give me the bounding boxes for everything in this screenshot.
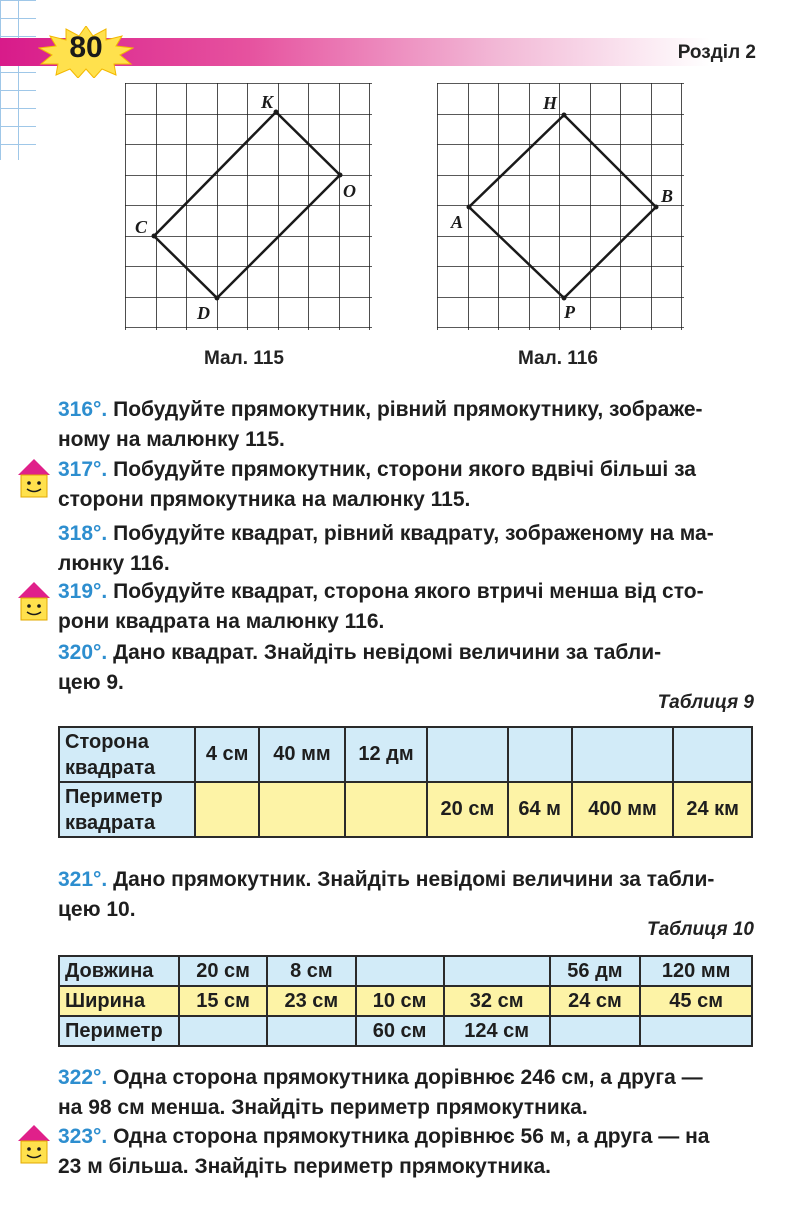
exercise-number: 318°. bbox=[58, 522, 108, 545]
table-cell: 20 см bbox=[427, 782, 507, 837]
figure-116-grid bbox=[437, 83, 687, 330]
row-header: Довжина bbox=[59, 956, 179, 986]
table-cell: 40 мм bbox=[259, 727, 345, 782]
exercise-text: рони квадрата на малюнку 116. bbox=[58, 610, 385, 633]
exercise-number: 322°. bbox=[58, 1066, 108, 1089]
exercise-text: Одна сторона прямокутника дорівнює 246 см, а друга — bbox=[113, 1066, 703, 1089]
table-cell bbox=[179, 1016, 267, 1046]
exercise-text: Побудуйте квадрат, сторона якого втричі менша від сто- bbox=[113, 580, 704, 603]
square-ahbp bbox=[469, 115, 656, 298]
vertex-label-c: C bbox=[135, 217, 148, 237]
table-cell: 4 см bbox=[195, 727, 259, 782]
exercise-text: ному на малюнку 115. bbox=[58, 428, 285, 451]
table-cell bbox=[356, 956, 444, 986]
row-header: Ширина bbox=[59, 986, 179, 1016]
table-cell bbox=[259, 782, 345, 837]
exercise-text: люнку 116. bbox=[58, 552, 170, 575]
table-cell: 120 мм bbox=[640, 956, 752, 986]
exercise-text: на 98 см менша. Знайдіть периметр прямокутника. bbox=[58, 1096, 588, 1119]
exercise-318 bbox=[58, 519, 758, 579]
table-cell bbox=[673, 727, 752, 782]
row-header: Периметр bbox=[59, 1016, 179, 1046]
vertex-label-h: H bbox=[543, 93, 558, 113]
exercise-319 bbox=[58, 577, 758, 637]
table-row bbox=[59, 782, 752, 837]
table-cell: 15 см bbox=[179, 986, 267, 1016]
exercise-text: сторони прямокутника на малюнку 115. bbox=[58, 488, 471, 511]
table-row bbox=[59, 956, 752, 986]
figure-115-grid bbox=[125, 83, 375, 330]
exercise-316 bbox=[58, 395, 758, 455]
exercise-text: цею 10. bbox=[58, 898, 136, 921]
vertex-label-b: B bbox=[661, 186, 674, 206]
table-cell bbox=[195, 782, 259, 837]
table-cell bbox=[345, 782, 428, 837]
table-cell: 124 см bbox=[444, 1016, 550, 1046]
exercise-number: 316°. bbox=[58, 398, 108, 421]
house-icon bbox=[16, 580, 52, 624]
exercise-text: Одна сторона прямокутника дорівнює 56 м, а друга — на bbox=[113, 1125, 710, 1148]
table-cell bbox=[640, 1016, 752, 1046]
exercise-number: 317°. bbox=[58, 458, 108, 481]
corner-grid-decoration bbox=[0, 0, 36, 160]
exercise-text: Побудуйте прямокутник, сторони якого вдвічі більші за bbox=[113, 458, 696, 481]
exercise-317 bbox=[58, 455, 758, 515]
table-cell: 8 см bbox=[267, 956, 355, 986]
page-number: 80 bbox=[69, 31, 103, 64]
house-icon bbox=[16, 1123, 52, 1167]
table-9 bbox=[58, 726, 753, 838]
exercise-text: Побудуйте квадрат, рівний квадрату, зображеному на ма- bbox=[113, 522, 714, 545]
exercise-text: Побудуйте прямокутник, рівний прямокутнику, зображе- bbox=[113, 398, 703, 421]
table-cell bbox=[572, 727, 674, 782]
exercise-number: 320°. bbox=[58, 641, 108, 664]
exercise-number: 319°. bbox=[58, 580, 108, 603]
exercise-323 bbox=[58, 1122, 758, 1182]
table-cell bbox=[427, 727, 507, 782]
exercise-number: 323°. bbox=[58, 1125, 108, 1148]
table-cell bbox=[508, 727, 572, 782]
rectangle-cdko bbox=[154, 112, 340, 298]
row-header: Периметр квадрата bbox=[59, 782, 195, 837]
table-cell bbox=[444, 956, 550, 986]
exercise-321 bbox=[58, 865, 758, 925]
table-cell: 60 см bbox=[356, 1016, 444, 1046]
table-cell bbox=[267, 1016, 355, 1046]
vertex-label-d: D bbox=[197, 303, 210, 323]
exercise-text: Дано квадрат. Знайдіть невідомі величини за табли- bbox=[113, 641, 662, 664]
table-row bbox=[59, 727, 752, 782]
table-cell: 10 см bbox=[356, 986, 444, 1016]
exercise-322 bbox=[58, 1063, 758, 1123]
exercise-text: цею 9. bbox=[58, 671, 124, 694]
figure-115-caption: Мал. 115 bbox=[204, 348, 284, 369]
table-cell: 45 см bbox=[640, 986, 752, 1016]
table-cell bbox=[550, 1016, 641, 1046]
table-row bbox=[59, 1016, 752, 1046]
table-cell: 24 км bbox=[673, 782, 752, 837]
table-cell: 32 см bbox=[444, 986, 550, 1016]
table-cell: 12 дм bbox=[345, 727, 428, 782]
table-cell: 23 см bbox=[267, 986, 355, 1016]
exercise-text: 23 м більша. Знайдіть периметр прямокутника. bbox=[58, 1155, 551, 1178]
vertex-label-o: O bbox=[343, 181, 356, 201]
row-header: Сторона квадрата bbox=[59, 727, 195, 782]
table-10-caption: Таблиця 10 bbox=[647, 919, 754, 940]
vertex-label-k: K bbox=[261, 92, 274, 112]
table-10 bbox=[58, 955, 753, 1047]
table-cell: 56 дм bbox=[550, 956, 641, 986]
table-row bbox=[59, 986, 752, 1016]
table-cell: 64 м bbox=[508, 782, 572, 837]
house-icon bbox=[16, 457, 52, 501]
exercise-number: 321°. bbox=[58, 868, 108, 891]
figure-116-caption: Мал. 116 bbox=[518, 348, 598, 369]
section-title: Розділ 2 bbox=[677, 42, 756, 63]
vertex-label-a: A bbox=[451, 212, 464, 232]
exercise-text: Дано прямокутник. Знайдіть невідомі величини за табли- bbox=[113, 868, 715, 891]
table-cell: 400 мм bbox=[572, 782, 674, 837]
table-cell: 24 см bbox=[550, 986, 641, 1016]
table-cell: 20 см bbox=[179, 956, 267, 986]
vertex-label-p: P bbox=[564, 302, 575, 322]
table-9-caption: Таблиця 9 bbox=[657, 692, 754, 713]
exercise-320 bbox=[58, 638, 758, 698]
